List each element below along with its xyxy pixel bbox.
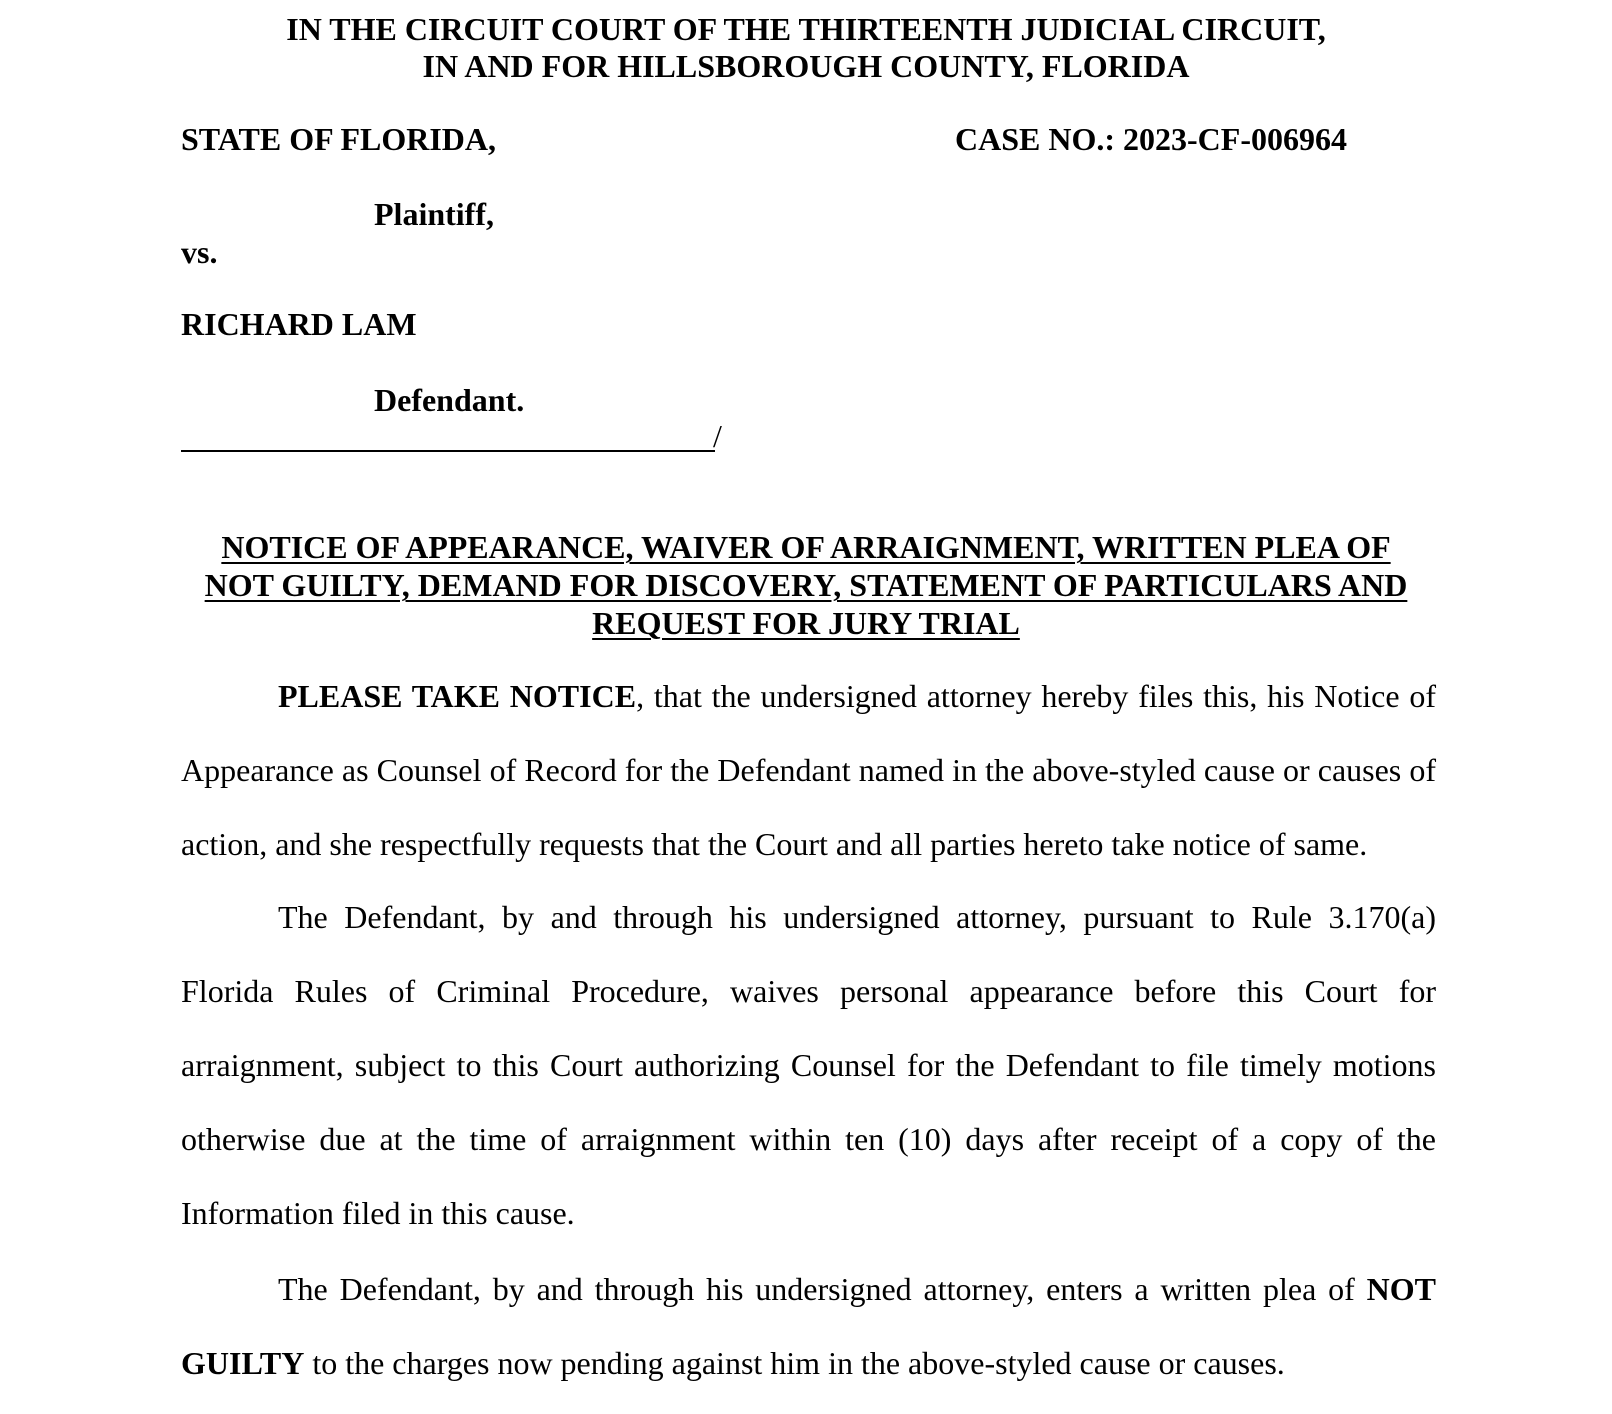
defendant-role: Defendant. — [374, 382, 525, 418]
paragraph-waiver — [181, 880, 1436, 1250]
title-line-1: NOTICE OF APPEARANCE, WAIVER OF ARRAIGNMENT, WRITTEN PLEA OF — [221, 529, 1391, 565]
caption-divider-line — [181, 450, 715, 452]
waiver-text: The Defendant, by and through his undersigned attorney, pursuant to Rule 3.170(a) Florida Rules of Criminal Procedure, waives personal appearance before this Court for arraignment, subject to this Court authorizing Counsel for the Defendant to file timely motions otherwise due at the time of arraignment within ten (10) days after receipt of a copy of the Information filed in this cause. — [181, 899, 1436, 1231]
court-name-line-2: IN AND FOR HILLSBOROUGH COUNTY, FLORIDA — [422, 48, 1190, 84]
plea-emphasis: NOT GUILTY — [181, 1271, 1436, 1381]
versus-label: vs. — [181, 234, 218, 270]
notice-lead: PLEASE TAKE NOTICE — [278, 678, 637, 714]
notice-text: , that the undersigned attorney hereby files this, his Notice of Appearance as Counsel of Record for the Defendant named in the above-styled cause or causes of action, and she respectfully requests that the Court and all parties hereto take notice of same. — [181, 678, 1437, 862]
plea-text-after: to the charges now pending against him in the above-styled cause or causes. — [304, 1345, 1285, 1381]
plaintiff-role: Plaintiff, — [374, 196, 494, 232]
title-line-2: NOT GUILTY, DEMAND FOR DISCOVERY, STATEMENT OF PARTICULARS AND — [204, 567, 1408, 603]
paragraph-notice — [181, 659, 1436, 881]
defendant-name: RICHARD LAM — [181, 306, 417, 342]
plaintiff-name: STATE OF FLORIDA, — [181, 121, 496, 157]
case-number: CASE NO.: 2023-CF-006964 — [955, 121, 1347, 157]
caption-divider-slash: / — [713, 418, 722, 454]
plea-text-before: The Defendant, by and through his undersigned attorney, enters a written plea of — [278, 1271, 1367, 1307]
document-title — [150, 528, 1462, 642]
court-name-line-1: IN THE CIRCUIT COURT OF THE THIRTEENTH JUDICIAL CIRCUIT, — [286, 11, 1326, 47]
paragraph-plea — [181, 1252, 1436, 1400]
title-line-3: REQUEST FOR JURY TRIAL — [592, 605, 1020, 641]
